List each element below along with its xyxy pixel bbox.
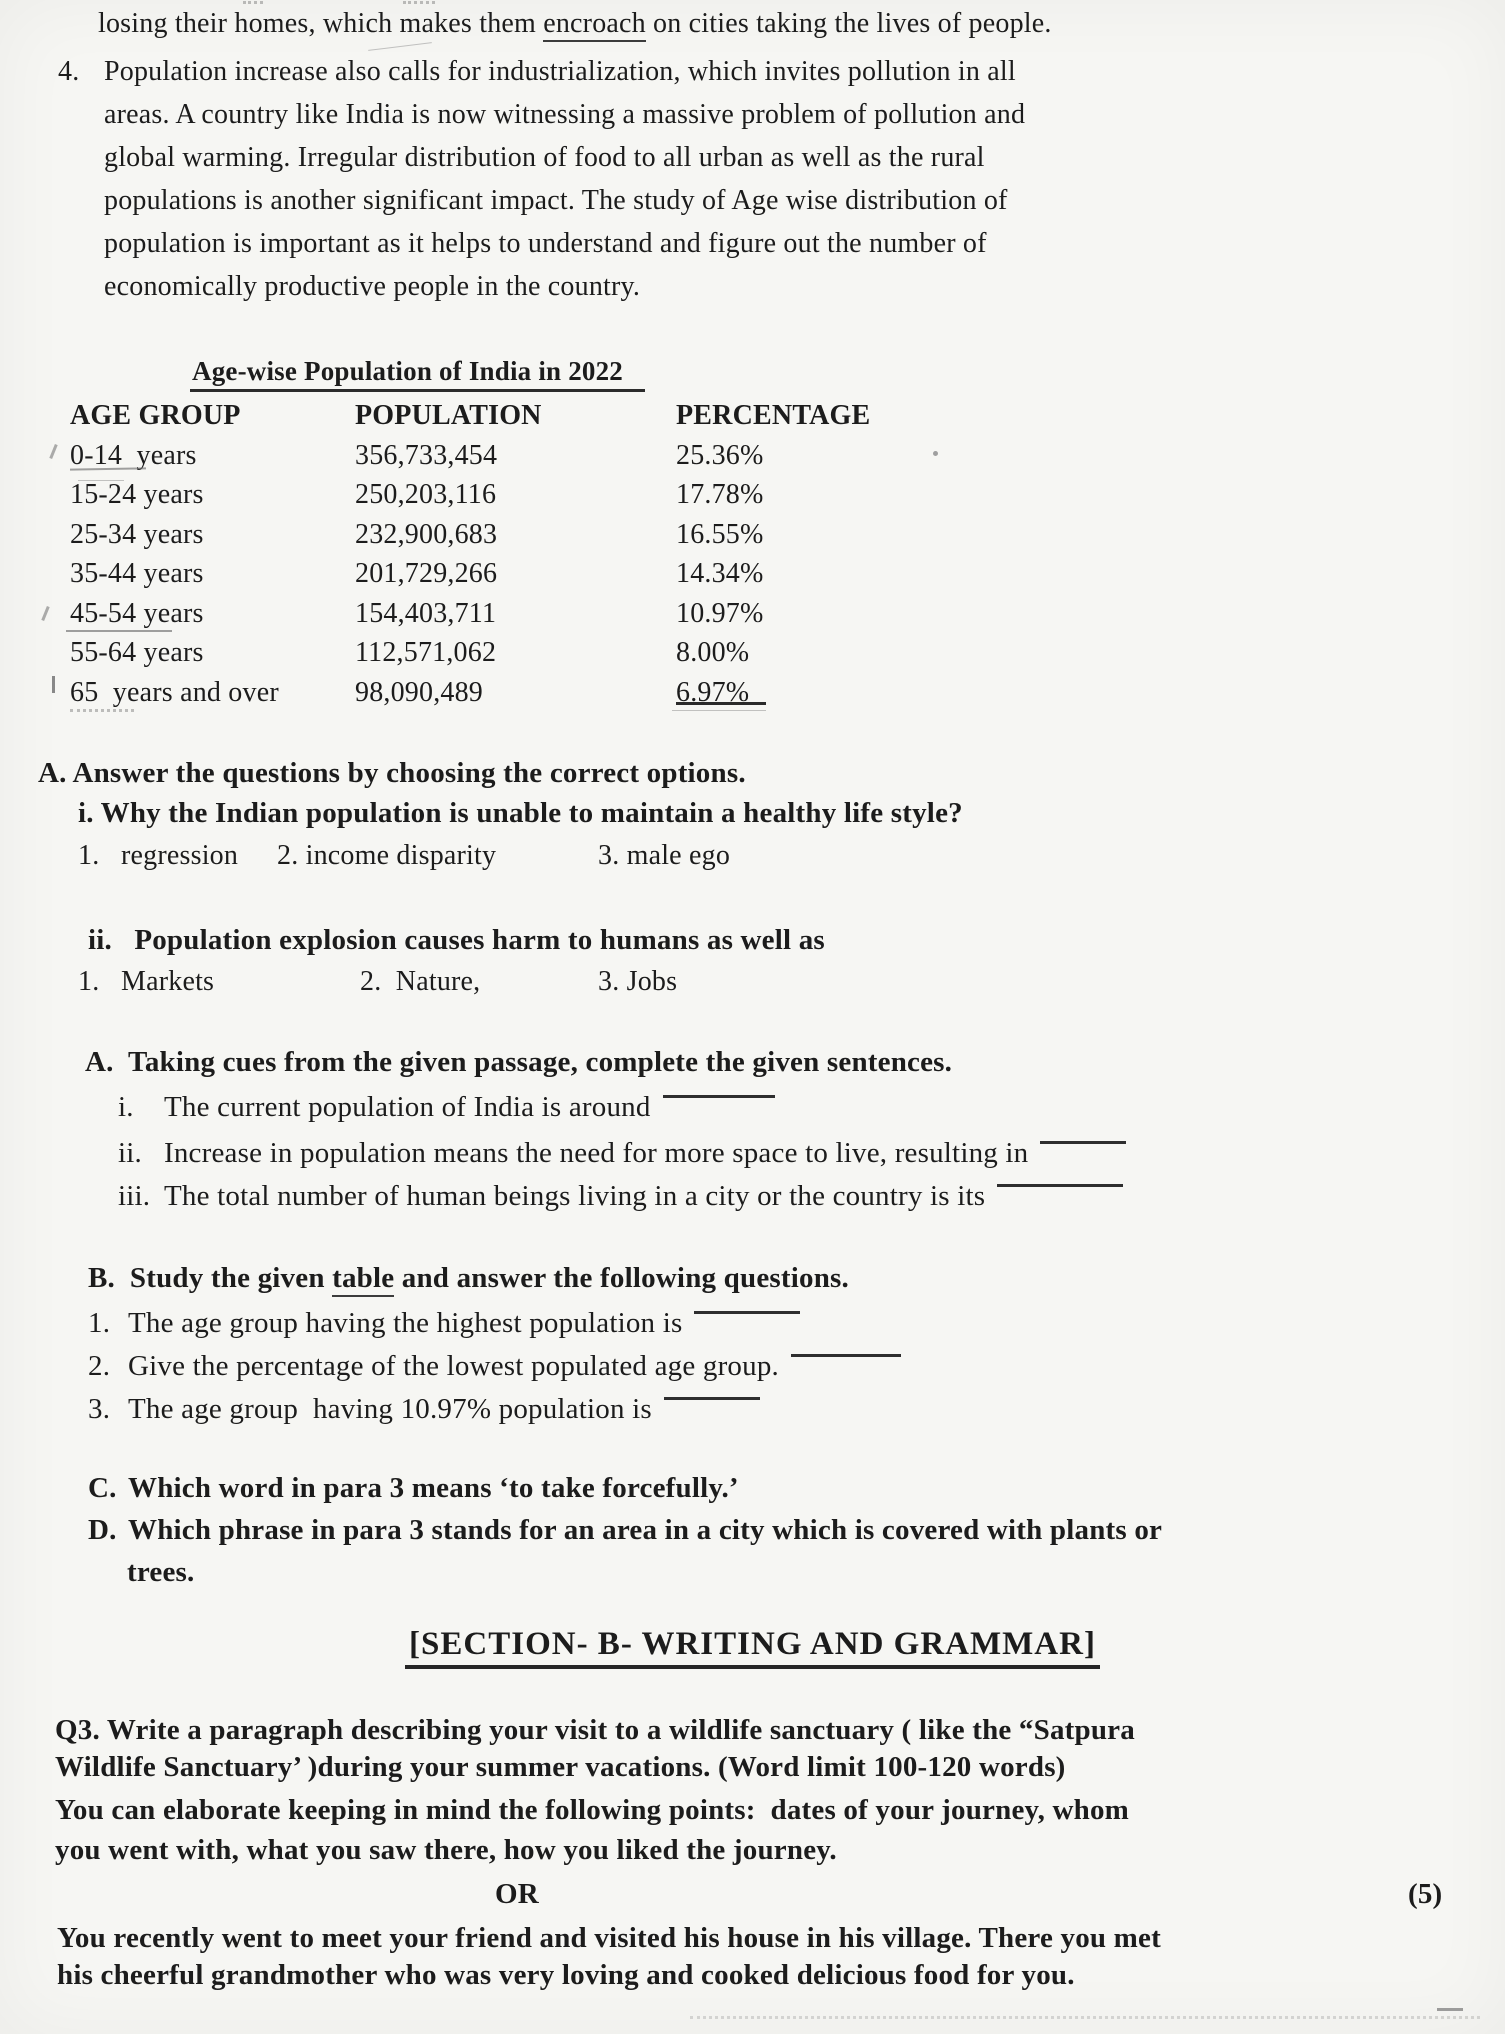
vocab-question-d bbox=[88, 1514, 1162, 1547]
table-cell-age-group: 0-14 years bbox=[70, 439, 197, 471]
scan-artifact bbox=[243, 1, 263, 4]
vocab-question-d-continued: trees. bbox=[127, 1556, 195, 1588]
item-text: The total number of human beings living in a city or the country is its bbox=[164, 1180, 986, 1212]
table-question-2 bbox=[88, 1350, 901, 1383]
para4-line: Population increase also calls for industrialization, which invites pollution in all bbox=[104, 56, 1016, 87]
para4-line: economically productive people in the country. bbox=[104, 271, 641, 302]
item-text: Give the percentage of the lowest populated age group. bbox=[128, 1350, 779, 1382]
complete-item-ii bbox=[118, 1137, 1126, 1170]
complete-item-iii bbox=[118, 1180, 1123, 1213]
answer-blank bbox=[664, 1393, 760, 1400]
table-header-population: POPULATION bbox=[355, 400, 542, 431]
vocab-question-c bbox=[88, 1472, 739, 1505]
mcq-question-i-stem: i. Why the Indian population is unable to maintain a healthy life style? bbox=[78, 797, 963, 829]
scan-dot-artifact bbox=[933, 451, 938, 456]
para4-number: 4. bbox=[58, 56, 80, 87]
answer-blank bbox=[997, 1180, 1123, 1187]
table-cell-population: 232,900,683 bbox=[355, 518, 498, 550]
item-number: D. bbox=[88, 1514, 117, 1546]
table-header-age-group: AGE GROUP bbox=[70, 400, 241, 431]
q3-line: Wildlife Sanctuary’ )during your summer vacations. (Word limit 100-120 words) bbox=[55, 1751, 1066, 1783]
table-cell-age-group: 65 years and over bbox=[70, 676, 279, 708]
table-cell-population: 250,203,116 bbox=[355, 479, 497, 510]
para3-text-after: on cities taking the lives of people. bbox=[645, 8, 1052, 39]
q3-line: You can elaborate keeping in mind the following points: dates of your journey, whom bbox=[55, 1794, 1130, 1826]
table-cell-age-group: 55-64 years bbox=[70, 637, 204, 668]
section-b-heading: [SECTION- B- WRITING AND GRAMMAR] bbox=[405, 1626, 1100, 1669]
section-b-heading-wrap bbox=[0, 1626, 1505, 1669]
scan-artifact-bottom-right bbox=[1437, 2008, 1463, 2011]
population-table bbox=[70, 400, 875, 716]
table-cell-percentage: 16.55% bbox=[676, 518, 764, 550]
q3-line: you went with, what you saw there, how you liked the journey. bbox=[55, 1834, 837, 1866]
scan-artifact-bottom bbox=[690, 2016, 1480, 2019]
mcq-question-i-options bbox=[0, 840, 1505, 876]
heading-before: B. Study the given bbox=[88, 1262, 333, 1294]
table-header-percentage: PERCENTAGE bbox=[676, 400, 871, 431]
mcq-question-ii-stem: ii. Population explosion causes harm to humans as well as bbox=[88, 924, 825, 956]
pencil-tick-mark bbox=[49, 444, 57, 459]
item-number: C. bbox=[88, 1472, 117, 1504]
mcq-section-heading: A. Answer the questions by choosing the correct options. bbox=[38, 757, 746, 789]
para4-line: areas. A country like India is now witnessing a massive problem of pollution and bbox=[104, 99, 1026, 130]
item-text: Increase in population means the need for more space to live, resulting in bbox=[164, 1137, 1029, 1169]
table-cell-age-group: 45-54 years bbox=[70, 597, 204, 629]
underlined-word-encroach: encroach bbox=[543, 8, 646, 42]
table-cell-percentage: 17.78% bbox=[676, 479, 764, 510]
scan-artifact bbox=[403, 1, 435, 4]
item-text: Which word in para 3 means ‘to take forcefully.’ bbox=[128, 1472, 739, 1504]
answer-blank bbox=[663, 1091, 775, 1098]
para4-lines bbox=[104, 50, 1025, 308]
table-cell-percentage: 10.97% bbox=[676, 597, 764, 629]
table-cell-population: 112,571,062 bbox=[355, 637, 497, 668]
mcq-question-ii-options bbox=[0, 966, 1505, 1002]
passage-para4 bbox=[58, 50, 1258, 308]
heading-after: and answer the following questions. bbox=[394, 1262, 849, 1294]
passage-para3-last-line bbox=[98, 8, 1052, 40]
table-cell-population: 98,090,489 bbox=[355, 676, 483, 708]
item-number: i. bbox=[118, 1091, 134, 1123]
answer-blank bbox=[791, 1350, 901, 1357]
table-title: Age-wise Population of India in 2022 bbox=[190, 356, 645, 392]
or-label: OR bbox=[495, 1878, 539, 1910]
table-question-3 bbox=[88, 1393, 760, 1426]
option-1: 1. Markets bbox=[78, 966, 215, 997]
table-cell-percentage: 14.34% bbox=[676, 558, 764, 589]
option-1: 1. regression bbox=[78, 840, 239, 871]
option-2: 2. Nature, bbox=[360, 966, 481, 997]
table-cell-population: 356,733,454 bbox=[355, 439, 498, 471]
answer-blank bbox=[1040, 1137, 1126, 1144]
item-number: 3. bbox=[88, 1393, 111, 1425]
table-title-wrap bbox=[190, 356, 645, 387]
marks-label: (5) bbox=[1408, 1878, 1443, 1910]
answer-blank bbox=[694, 1307, 800, 1314]
q3-line: Q3. Write a paragraph describing your visit to a wildlife sanctuary ( like the “Satpura bbox=[55, 1714, 1135, 1746]
para3-text-before: losing their homes, which makes them bbox=[98, 8, 544, 39]
item-number: ii. bbox=[118, 1137, 142, 1169]
table-cell-percentage: 25.36% bbox=[676, 439, 764, 471]
item-text: The age group having the highest population is bbox=[128, 1307, 683, 1339]
option-2: 2. income disparity bbox=[277, 840, 497, 871]
item-text: The age group having 10.97% population is bbox=[128, 1393, 652, 1425]
para4-line: populations is another significant impact. The study of Age wise distribution of bbox=[104, 185, 1008, 216]
item-text: Which phrase in para 3 stands for an area in a city which is covered with plants or bbox=[128, 1514, 1163, 1546]
table-cell-percentage: 6.97% bbox=[676, 676, 750, 708]
item-number: iii. bbox=[118, 1180, 151, 1212]
table-question-heading bbox=[88, 1262, 849, 1295]
pencil-tick-mark bbox=[41, 606, 49, 621]
table-question-1 bbox=[88, 1307, 800, 1340]
complete-item-i bbox=[118, 1091, 775, 1124]
pencil-mark-65 bbox=[52, 676, 55, 693]
table-cell-age-group: 25-34 years bbox=[70, 518, 204, 550]
q3-alt-line: his cheerful grandmother who was very loving and cooked delicious food for you. bbox=[57, 1959, 1075, 1991]
item-number: 1. bbox=[88, 1307, 111, 1339]
table-cell-age-group: 35-44 years bbox=[70, 558, 204, 589]
item-number: 2. bbox=[88, 1350, 111, 1382]
table-cell-population: 154,403,711 bbox=[355, 597, 497, 629]
option-3: 3. Jobs bbox=[598, 966, 678, 997]
table-cell-age-group: 15-24 years bbox=[70, 479, 204, 510]
option-3: 3. male ego bbox=[598, 840, 731, 871]
q3-or-row bbox=[0, 1878, 1505, 1916]
table-cell-percentage: 8.00% bbox=[676, 637, 750, 668]
q3-alt-line: You recently went to meet your friend and visited his house in his village. There you met bbox=[57, 1922, 1161, 1954]
para4-line: global warming. Irregular distribution of food to all urban as well as the rural bbox=[104, 142, 985, 173]
complete-section-heading: A. Taking cues from the given passage, complete the given sentences. bbox=[85, 1046, 953, 1078]
underlined-word-table: table bbox=[332, 1262, 394, 1297]
para4-line: population is important as it helps to understand and figure out the number of bbox=[104, 228, 987, 259]
table-cell-population: 201,729,266 bbox=[355, 558, 498, 589]
item-text: The current population of India is around bbox=[164, 1091, 651, 1123]
